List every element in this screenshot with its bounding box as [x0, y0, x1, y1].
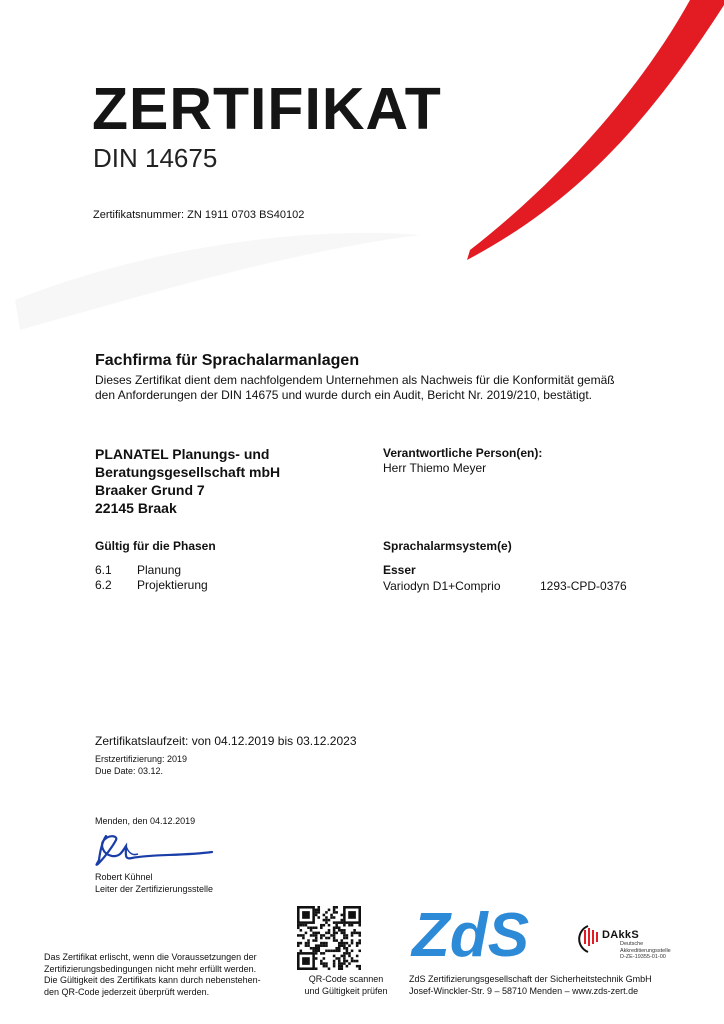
intro-line: Dieses Zertifikat dient dem nachfolgendem Unternehmen als Nachweis für die Konformität gemäß: [95, 373, 615, 387]
phase-number: 6.1: [95, 563, 112, 577]
phase-label: Projektierung: [137, 578, 208, 592]
qr-caption: [296, 974, 396, 997]
validity-details: [95, 753, 187, 777]
notice-line: Das Zertifikat erlischt, wenn die Voraussetzungen der: [44, 952, 257, 962]
notice-line: den QR-Code jederzeit überprüft werden.: [44, 986, 210, 997]
dakks-sub-line: Akkreditierungsstelle: [620, 947, 671, 954]
validity-period: Zertifikatslaufzeit: von 04.12.2019 bis 03.12.2023: [95, 734, 357, 748]
first-certification: Erstzertifizierung: 2019: [95, 754, 188, 764]
list-item: [95, 563, 208, 578]
standard-name: DIN 14675: [93, 143, 218, 173]
certificate-number: Zertifikatsnummer: ZN 1911 0703 BS40102: [93, 209, 305, 221]
qr-code[interactable]: [297, 906, 361, 970]
system-manufacturer: Esser: [383, 563, 416, 577]
company-street: Braaker Grund 7: [95, 482, 205, 498]
zds-logo: [410, 896, 530, 968]
zds-company: ZdS Zertifizierungsgesellschaft der Sicherheitstechnik GmbH: [409, 974, 652, 984]
handwritten-signature: [92, 824, 217, 872]
phase-number: 6.2: [95, 578, 112, 592]
system-product: Variodyn D1+Comprio: [383, 579, 501, 593]
dakks-name: DAkkS: [602, 929, 639, 941]
list-item: [95, 578, 208, 593]
responsible-name: Herr Thiemo Meyer: [383, 461, 487, 475]
due-date: Due Date: 03.12.: [95, 766, 164, 776]
company-name-line: PLANATEL Planungs- und: [95, 446, 270, 462]
system-code: 1293-CPD-0376: [540, 579, 627, 593]
zds-contact: Josef-Winckler-Str. 9 – 58710 Menden – www.zds-zert.de: [409, 985, 639, 996]
company-city: 22145 Braak: [95, 500, 177, 516]
phase-label: Planung: [137, 563, 182, 577]
zds-address: [409, 974, 652, 997]
notice-line: Die Gültigkeit des Zertifikats kann durch nebenstehen-: [44, 975, 261, 985]
qr-caption-line: und Gültigkeit prüfen: [304, 985, 388, 996]
notice-line: Zertifizierungsbedingungen nicht mehr erfüllt werden.: [44, 963, 257, 974]
place-date: Menden, den 04.12.2019: [95, 816, 196, 826]
signer-block: [95, 871, 213, 895]
signer-role: Leiter der Zertifizierungsstelle: [95, 884, 214, 894]
section-heading: Fachfirma für Sprachalarmanlagen: [95, 352, 360, 369]
company-address: [95, 445, 280, 517]
certificate-title: ZERTIFIKAT: [92, 76, 442, 142]
system-heading: Sprachalarmsystem(e): [383, 539, 512, 553]
signer-name: Robert Kühnel: [95, 872, 153, 882]
responsible-heading: Verantwortliche Person(en):: [383, 446, 543, 460]
dakks-sub-line: Deutsche: [620, 941, 644, 947]
validity-notice: [44, 952, 284, 998]
intro-text: [95, 373, 715, 403]
qr-caption-line: QR-Code scannen: [308, 974, 384, 984]
dakks-subtitle: [620, 941, 671, 961]
zds-logo-text: ZdS: [412, 901, 530, 968]
dakks-sub-line: D-ZE-19355-01-00: [620, 954, 666, 960]
phases-list: [95, 563, 208, 593]
company-name-line: Beratungsgesellschaft mbH: [95, 464, 281, 480]
intro-line: den Anforderungen der DIN 14675 und wurde durch ein Audit, Bericht Nr. 2019/210, bestätigt.: [95, 388, 592, 402]
phases-heading: Gültig für die Phasen: [95, 539, 216, 553]
